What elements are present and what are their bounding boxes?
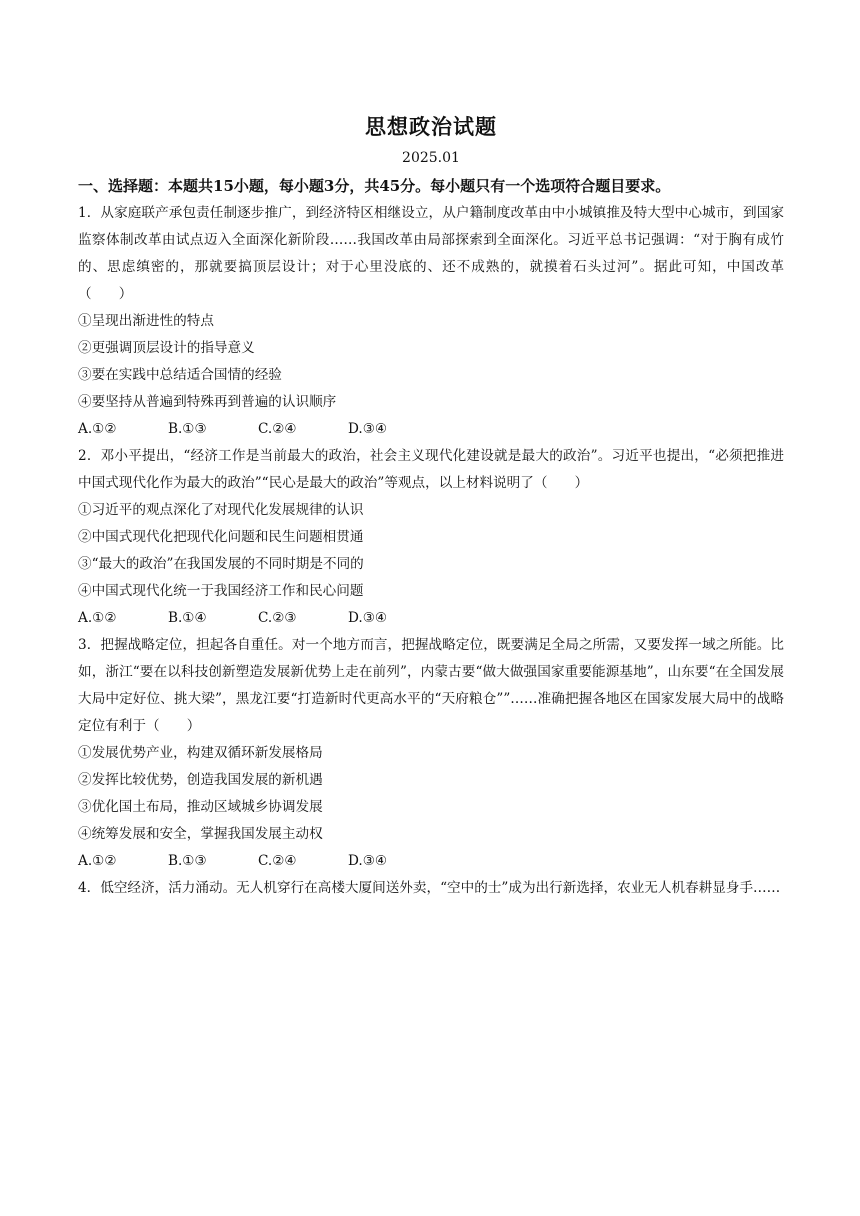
question-2: [78, 443, 784, 632]
statement-item: ③要在实践中总结适合国情的经验: [78, 367, 282, 383]
statement-item: ③“最大的政治”在我国发展的不同时期是不同的: [78, 556, 364, 572]
exam-title: 思想政治试题: [365, 114, 497, 139]
statement-item: ①发展优势产业，构建双循环新发展格局: [78, 745, 323, 761]
statement-item: ①呈现出渐进性的特点: [78, 313, 214, 329]
question-stem: 3．把握战略定位，担起各自重任。对一个地方而言，把握战略定位，既要满足全局之所需，又要发挥一域之所能。比如，浙江“要在以科技创新塑造发展新优势上走在前列”，内蒙古要“做大做强国家重要能源基地”，山东要“在全国发展大局中定好位、挑大梁”，黑龙江要“打造新时代更高水平的“天府粮仓””……准确把握各地区在国家发展大局中的战略定位有利于（ ）: [78, 637, 784, 734]
answer-choices: [78, 605, 784, 632]
choice-b: B.①③: [168, 421, 207, 437]
statement-item: ④中国式现代化统一于我国经济工作和民心问题: [78, 583, 364, 599]
statement-item: ②更强调顶层设计的指导意义: [78, 340, 255, 356]
choice-c: C.②③: [258, 610, 297, 626]
statement-item: ④要坚持从普遍到特殊再到普遍的认识顺序: [78, 394, 337, 410]
question-1: [78, 200, 784, 443]
question-3: [78, 632, 784, 875]
statement-item: ②中国式现代化把现代化问题和民生问题相贯通: [78, 529, 364, 545]
statement-item: ①习近平的观点深化了对现代化发展规律的认识: [78, 502, 364, 518]
question-stem: 1．从家庭联产承包责任制逐步推广，到经济特区相继设立，从户籍制度改革由中小城镇推及特大型中心城市，到国家监察体制改革由试点迈入全面深化新阶段……我国改革由局部探索到全面深化。习近平总书记强调：“对于胸有成竹的、思虑缜密的，那就要搞顶层设计；对于心里没底的、还不成熟的，就摸着石头过河”。据此可知，中国改革（ ）: [78, 205, 784, 302]
question-stem: 4．低空经济，活力涌动。无人机穿行在高楼大厦间送外卖，“空中的士”成为出行新选择，农业无人机春耕显身手……: [78, 880, 781, 896]
choice-a: A.①②: [78, 610, 117, 626]
choice-d: D.③④: [348, 610, 388, 626]
section-heading-multiple-choice: 一、选择题：本题共15小题，每小题3分，共45分。每小题只有一个选项符合题目要求。: [78, 177, 671, 195]
question-4: [78, 875, 784, 902]
statement-item: ②发挥比较优势，创造我国发展的新机遇: [78, 772, 323, 788]
question-stem: 2．邓小平提出，“经济工作是当前最大的政治，社会主义现代化建设就是最大的政治”。习近平也提出，“必须把推进中国式现代化作为最大的政治”“民心是最大的政治”等观点，以上材料说明了（ ）: [78, 448, 784, 491]
choice-d: D.③④: [348, 853, 388, 869]
statement-item: ④统筹发展和安全，掌握我国发展主动权: [78, 826, 323, 842]
choice-b: B.①④: [168, 610, 207, 626]
choice-b: B.①③: [168, 853, 207, 869]
choice-a: A.①②: [78, 421, 117, 437]
choice-c: C.②④: [258, 853, 297, 869]
statement-item: ③优化国土布局，推动区域城乡协调发展: [78, 799, 323, 815]
answer-choices: [78, 848, 784, 875]
choice-d: D.③④: [348, 421, 388, 437]
exam-date: 2025.01: [402, 150, 460, 166]
choice-c: C.②④: [258, 421, 297, 437]
answer-choices: [78, 416, 784, 443]
exam-page: [78, 112, 784, 902]
choice-a: A.①②: [78, 853, 117, 869]
